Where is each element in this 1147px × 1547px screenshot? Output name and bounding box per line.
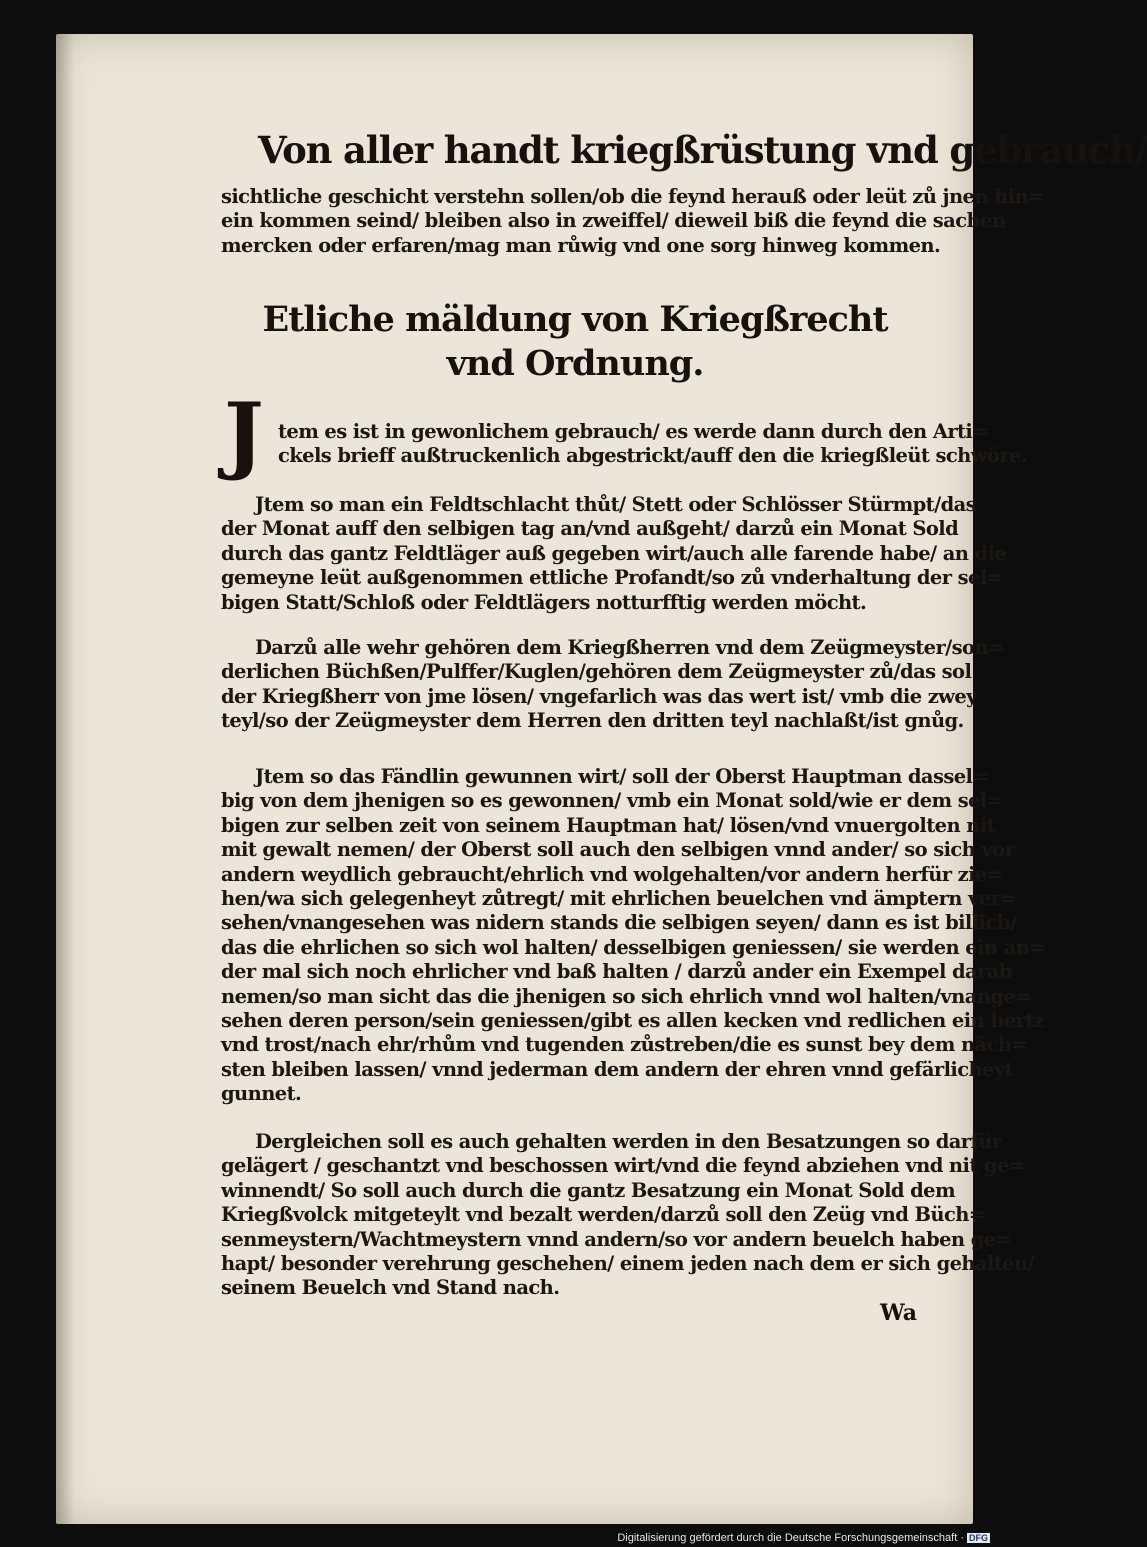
text-line: hapt/ besonder verehrung geschehen/ einem jeden nach dem er sich gehalten/ xyxy=(221,1252,1035,1276)
dfg-footer xyxy=(617,1532,990,1544)
footer-text: Digitalisierung gefördert durch die Deutsche Forschungsgemeinschaft · xyxy=(617,1532,964,1544)
text-line: Jtem so das Fändlin gewunnen wirt/ soll der Oberst Hauptman dassel= xyxy=(255,765,989,788)
section-heading xyxy=(221,298,929,386)
text-line: mit gewalt nemen/ der Oberst soll auch den selbigen vnnd ander/ so sich vor xyxy=(221,838,1015,862)
text-line: derlichen Büchßen/Pulffer/Kuglen/gehören dem Zeügmeyster zů/das sol xyxy=(221,660,972,684)
text-line: tem es ist in gewonlichem gebrauch/ es werde dann durch den Arti= xyxy=(278,420,988,443)
text-line: Darzů alle wehr gehören dem Kriegßherren vnd dem Zeügmeyster/son= xyxy=(255,636,1004,659)
text-line: big von dem jhenigen so es gewonnen/ vmb ein Monat sold/wie er dem sel= xyxy=(221,789,1003,813)
decorated-initial: J xyxy=(224,384,264,483)
text-line: nemen/so man sicht das die jhenigen so sich ehrlich vnnd wol halten/vnange= xyxy=(221,984,1031,1008)
text-line: seinem Beuelch vnd Stand nach. xyxy=(221,1276,560,1300)
paragraph-4 xyxy=(221,765,1046,1107)
catchword: Wa xyxy=(880,1300,918,1326)
text-line: andern weydlich gebraucht/ehrlich vnd wolgehalten/vor andern herfür zie= xyxy=(221,862,1003,886)
text-line: hen/wa sich gelegenheyt zůtregt/ mit ehrlichen beuelchen vnd ämptern ver= xyxy=(221,887,1017,911)
paragraph-2 xyxy=(221,493,1007,615)
paragraph-1 xyxy=(278,420,1028,469)
text-line: sichtliche geschicht verstehn sollen/ob die feynd herauß oder leüt zů jnen hin= xyxy=(221,185,1044,208)
text-line: mercken oder erfaren/mag man růwig vnd one sorg hinweg kommen. xyxy=(221,233,941,257)
text-line: gunnet. xyxy=(221,1082,302,1106)
text-line: durch das gantz Feldtläger auß gegeben wirt/auch alle farende habe/ an die xyxy=(221,541,1007,565)
text-line: teyl/so der Zeügmeyster dem Herren den dritten teyl nachlaßt/ist gnůg. xyxy=(221,709,964,733)
dfg-logo: DFG xyxy=(969,1533,988,1543)
text-line: Jtem so man ein Feldtschlacht thůt/ Stett oder Schlösser Stürmpt/das xyxy=(255,493,977,516)
text-line: bigen zur selben zeit von seinem Hauptman hat/ lösen/vnd vnuergolten nit xyxy=(221,813,996,837)
text-line: der Monat auff den selbigen tag an/vnd außgeht/ darzů ein Monat Sold xyxy=(221,517,959,541)
text-line: der Kriegßherr von jme lösen/ vngefarlich was das wert ist/ vmb die zwey xyxy=(221,684,977,708)
paragraph-3 xyxy=(221,636,1004,734)
text-line: der mal sich noch ehrlicher vnd baß halten / darzů ander ein Exempel darab xyxy=(221,960,1012,984)
heading-line-1: Etliche mäldung von Kriegßrecht xyxy=(262,299,888,340)
text-line: winnendt/ So soll auch durch die gantz Besatzung ein Monat Sold dem xyxy=(221,1178,956,1202)
heading-line-2: vnd Ordnung. xyxy=(446,343,704,384)
text-line: ckels brieff außtruckenlich abgestrickt/auff den die kriegßleüt schwöre. xyxy=(278,444,1028,468)
text-line: gemeyne leüt außgenommen ettliche Profandt/so zů vnderhaltung der sel= xyxy=(221,566,1003,590)
text-line: senmeystern/Wachtmeystern vnnd andern/so vor andern beuelch haben ge= xyxy=(221,1227,1012,1251)
text-line: Kriegßvolck mitgeteylt vnd bezalt werden/darzů soll den Zeüg vnd Büch= xyxy=(221,1203,985,1227)
text-line: ein kommen seind/ bleiben also in zweiffel/ dieweil biß die feynd die sachen xyxy=(221,209,1006,233)
text-line: sehen/vnangesehen was nidern stands die selbigen seyen/ dann es ist billich/ xyxy=(221,911,1017,935)
text-line: Dergleichen soll es auch gehalten werden in den Besatzungen so darfür xyxy=(255,1130,1002,1153)
top-paragraph xyxy=(221,185,1044,258)
page-gutter-shadow xyxy=(56,34,74,1524)
text-line: gelägert / geschantzt vnd beschossen wirt/vnd die feynd abziehen vnd nit ge= xyxy=(221,1154,1025,1178)
text-line: sten bleiben lassen/ vnnd jederman dem andern der ehren vnnd gefärlicheyt xyxy=(221,1057,1013,1081)
text-line: bigen Statt/Schloß oder Feldtlägers notturfftig werden möcht. xyxy=(221,590,867,614)
text-line: sehen deren person/sein geniessen/gibt es allen kecken vnd redlichen ein hertz xyxy=(221,1009,1045,1033)
text-line: vnd trost/nach ehr/rhům vnd tugenden zůstreben/die es sunst bey dem näch= xyxy=(221,1033,1028,1057)
text-line: das die ehrlichen so sich wol halten/ desselbigen geniessen/ sie werden ein an= xyxy=(221,935,1046,959)
running-head: Von aller handt kriegßrüstung vnd gebrauch/ xyxy=(258,128,1147,172)
paragraph-5 xyxy=(221,1130,1035,1301)
